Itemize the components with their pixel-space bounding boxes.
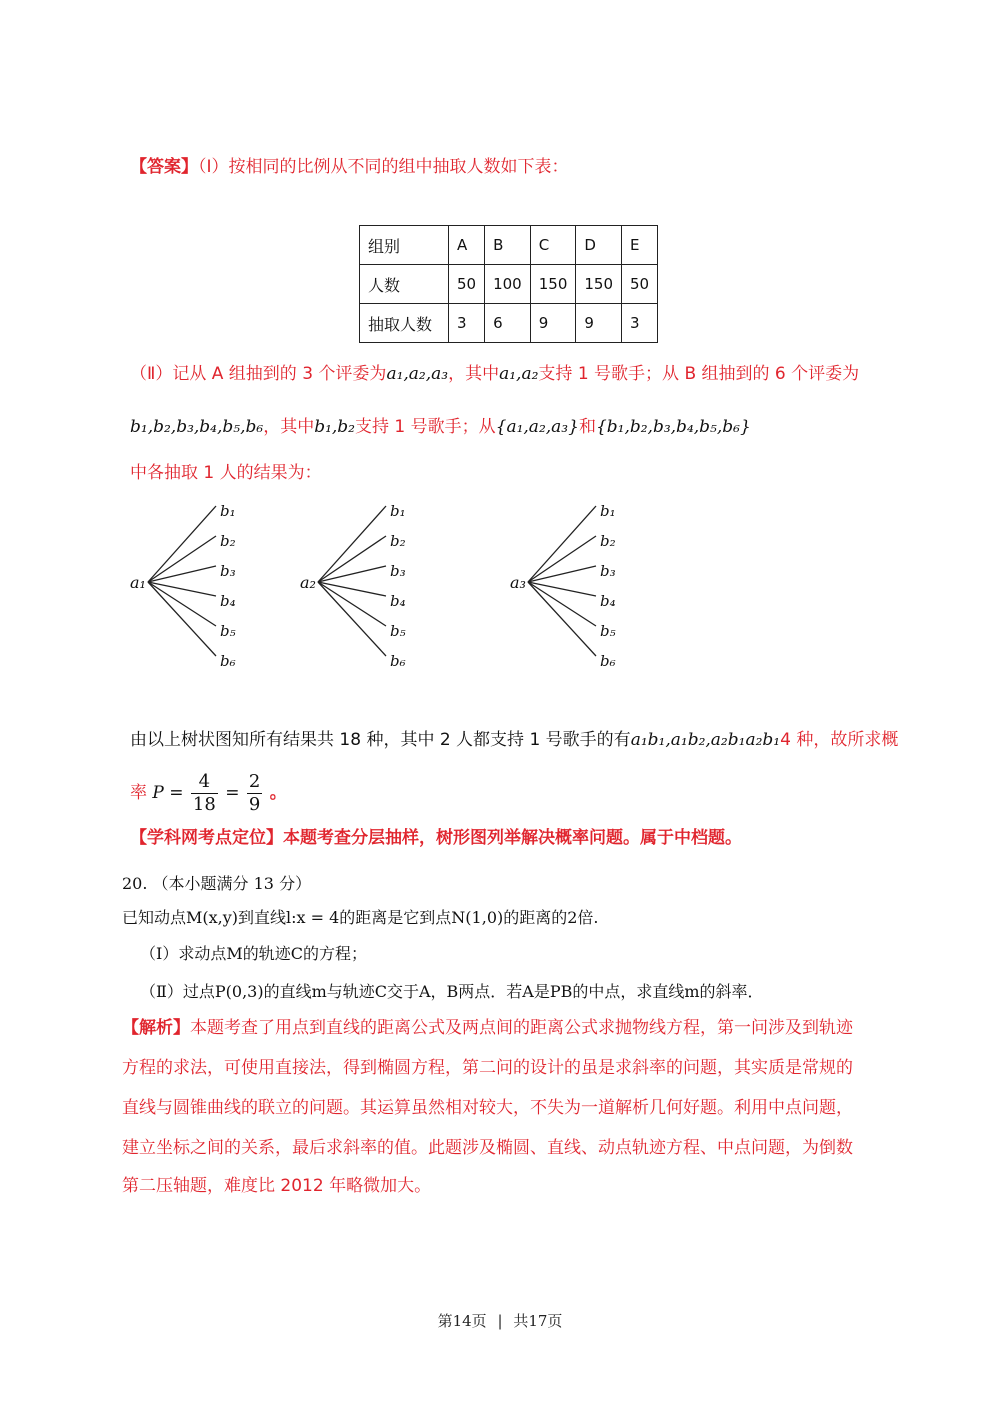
conclusion-text: 由以上树状图知所有结果共 18 种，其中 2 人都支持 1 号歌手的有 bbox=[130, 730, 631, 750]
tree-leaf-label: b₁ bbox=[220, 502, 236, 520]
set-a: a₁,a₂,a₃ bbox=[386, 364, 449, 384]
part2-line3 bbox=[130, 461, 322, 485]
tree-leaf-label: b₅ bbox=[390, 622, 406, 640]
table-cell: 50 bbox=[449, 265, 485, 304]
exam-point-tag: 【学科网考点定位】 bbox=[130, 828, 283, 848]
table-row bbox=[360, 265, 658, 304]
tree-root-label: a₂ bbox=[300, 573, 316, 592]
tree-branch bbox=[528, 536, 596, 582]
page-total: 共17页 bbox=[513, 1312, 563, 1330]
conclusion-period: 。 bbox=[269, 783, 287, 803]
analysis-line3: 直线与圆锥曲线的联立的问题。其运算虽然相对较大，不失为一道解析几何好题。利用中点问题， bbox=[122, 1098, 853, 1118]
tree-diagrams bbox=[120, 490, 660, 680]
set-b: b₁,b₂,b₃,b₄,b₅,b₆ bbox=[130, 417, 264, 437]
analysis-tag: 【解析】 bbox=[122, 1018, 190, 1038]
table-cell: 抽取人数 bbox=[360, 304, 449, 343]
tree-branch bbox=[528, 566, 596, 582]
tree-leaf-label: b₂ bbox=[600, 532, 616, 550]
table-cell: 人数 bbox=[360, 265, 449, 304]
part2-line1 bbox=[130, 362, 859, 386]
tree-branch bbox=[148, 506, 216, 582]
fraction-4-18 bbox=[191, 771, 218, 816]
tree-branch bbox=[528, 506, 596, 582]
tree-layer bbox=[130, 502, 616, 670]
fraction-denominator: 9 bbox=[248, 793, 261, 815]
table-cell: 6 bbox=[485, 304, 531, 343]
tree-leaf-label: b₄ bbox=[220, 592, 236, 610]
exam-point-text: 本题考查分层抽样，树形图列举解决概率问题。属于中档题。 bbox=[283, 828, 742, 848]
table-cell: 3 bbox=[622, 304, 658, 343]
tree-branch bbox=[318, 566, 386, 582]
conclusion-text: 4 种，故所求概 bbox=[780, 730, 899, 750]
q20-sub2: （Ⅱ）过点P(0,3)的直线m与轨迹C交于A，B两点．若A是PB的中点，求直线m的斜率． bbox=[140, 982, 764, 1001]
tree-1 bbox=[130, 502, 236, 670]
tree-leaf-label: b₃ bbox=[220, 562, 236, 580]
tree-leaf-label: b₄ bbox=[600, 592, 616, 610]
tree-leaf-label: b₂ bbox=[220, 532, 236, 550]
support-a: a₁,a₂ bbox=[499, 364, 539, 384]
favorable-pairs: a₁b₁,a₁b₂,a₂b₁a₂b₁ bbox=[630, 730, 781, 750]
table-cell: E bbox=[622, 226, 658, 265]
table-cell: 组别 bbox=[360, 226, 449, 265]
table-cell: 150 bbox=[530, 265, 576, 304]
part2-text: 中各抽取 1 人的结果为： bbox=[130, 463, 322, 483]
part2-text: 支持 1 号歌手；从 B 组抽到的 6 个评委为 bbox=[538, 364, 860, 384]
tree-2 bbox=[300, 502, 406, 670]
analysis-text: 本题考查了用点到直线的距离公式及两点间的距离公式求抛物线方程，第一问涉及到轨迹 bbox=[190, 1018, 853, 1038]
tree-leaf-label: b₆ bbox=[600, 652, 616, 670]
table-row bbox=[360, 304, 658, 343]
probability-symbol: P = bbox=[152, 783, 184, 803]
page-footer bbox=[0, 1310, 1000, 1331]
footer-separator: | bbox=[497, 1312, 503, 1330]
answer-tag: 【答案】 bbox=[130, 157, 198, 177]
tree-leaf-label: b₄ bbox=[390, 592, 406, 610]
table-cell: 9 bbox=[576, 304, 622, 343]
table-row bbox=[360, 226, 658, 265]
tree-root-label: a₁ bbox=[130, 573, 146, 592]
tree-leaf-label: b₃ bbox=[390, 562, 406, 580]
table-cell: C bbox=[530, 226, 576, 265]
tree-branch bbox=[148, 536, 216, 582]
exam-point-line bbox=[130, 826, 742, 850]
braces-b: {b₁,b₂,b₃,b₄,b₅,b₆} bbox=[595, 417, 751, 437]
answer-part1-text: （Ⅰ）按相同的比例从不同的组中抽取人数如下表： bbox=[198, 157, 569, 177]
tree-branch bbox=[318, 506, 386, 582]
tree-leaf-label: b₃ bbox=[600, 562, 616, 580]
tree-leaf-label: b₆ bbox=[220, 652, 236, 670]
tree-leaf-label: b₅ bbox=[220, 622, 236, 640]
allocation-table bbox=[359, 225, 658, 343]
table-cell: B bbox=[485, 226, 531, 265]
analysis-line5: 第二压轴题，难度比 2012 年略微加大。 bbox=[122, 1176, 432, 1196]
table-cell: 100 bbox=[485, 265, 531, 304]
table-cell: A bbox=[449, 226, 485, 265]
tree-leaf-label: b₆ bbox=[390, 652, 406, 670]
q20-sub1: （Ⅰ）求动点M的轨迹C的方程； bbox=[140, 944, 367, 963]
part2-text: 支持 1 号歌手；从 bbox=[355, 417, 496, 437]
fraction-numerator: 2 bbox=[248, 770, 261, 792]
analysis-line1 bbox=[122, 1016, 853, 1040]
fraction-numerator: 4 bbox=[191, 771, 218, 794]
part2-line2 bbox=[130, 415, 751, 439]
part2-text: ，其中 bbox=[263, 417, 315, 437]
part2-text: 和 bbox=[578, 417, 596, 437]
q20-title: 20. （本小题满分 13 分） bbox=[122, 874, 312, 893]
braces-a: {a₁,a₂,a₃} bbox=[495, 417, 579, 437]
tree-root-label: a₃ bbox=[510, 573, 526, 592]
tree-branch bbox=[318, 536, 386, 582]
table-cell: 50 bbox=[622, 265, 658, 304]
fraction-denominator: 18 bbox=[192, 793, 216, 815]
table-cell: 9 bbox=[530, 304, 576, 343]
table-cell: 150 bbox=[576, 265, 622, 304]
table-cell: 3 bbox=[449, 304, 485, 343]
conclusion-text: 率 bbox=[130, 783, 147, 803]
tree-leaf-label: b₁ bbox=[390, 502, 406, 520]
part2-text: （Ⅱ）记从 A 组抽到的 3 个评委为 bbox=[130, 364, 387, 384]
table-cell: D bbox=[576, 226, 622, 265]
q20-stem: 已知动点M(x,y)到直线l:x = 4的距离是它到点N(1,0)的距离的2倍. bbox=[122, 908, 599, 927]
tree-leaf-label: b₅ bbox=[600, 622, 616, 640]
tree-3 bbox=[510, 502, 616, 670]
tree-leaf-label: b₂ bbox=[390, 532, 406, 550]
page-number: 第14页 bbox=[437, 1312, 487, 1330]
tree-leaf-label: b₁ bbox=[600, 502, 616, 520]
fraction-2-9 bbox=[247, 771, 262, 816]
equals-sign: = bbox=[225, 783, 240, 803]
tree-branch bbox=[148, 566, 216, 582]
analysis-line4: 建立坐标之间的关系，最后求斜率的值。此题涉及椭圆、直线、动点轨迹方程、中点问题，为倒数 bbox=[122, 1138, 853, 1158]
part2-text: ，其中 bbox=[448, 364, 500, 384]
analysis-line2: 方程的求法，可使用直接法，得到椭圆方程，第二问的设计的虽是求斜率的问题，其实质是常规的 bbox=[122, 1058, 853, 1078]
conclusion-line1 bbox=[130, 728, 898, 752]
answer-line bbox=[130, 155, 569, 179]
conclusion-line2 bbox=[130, 770, 287, 820]
support-b: b₁,b₂ bbox=[314, 417, 356, 437]
